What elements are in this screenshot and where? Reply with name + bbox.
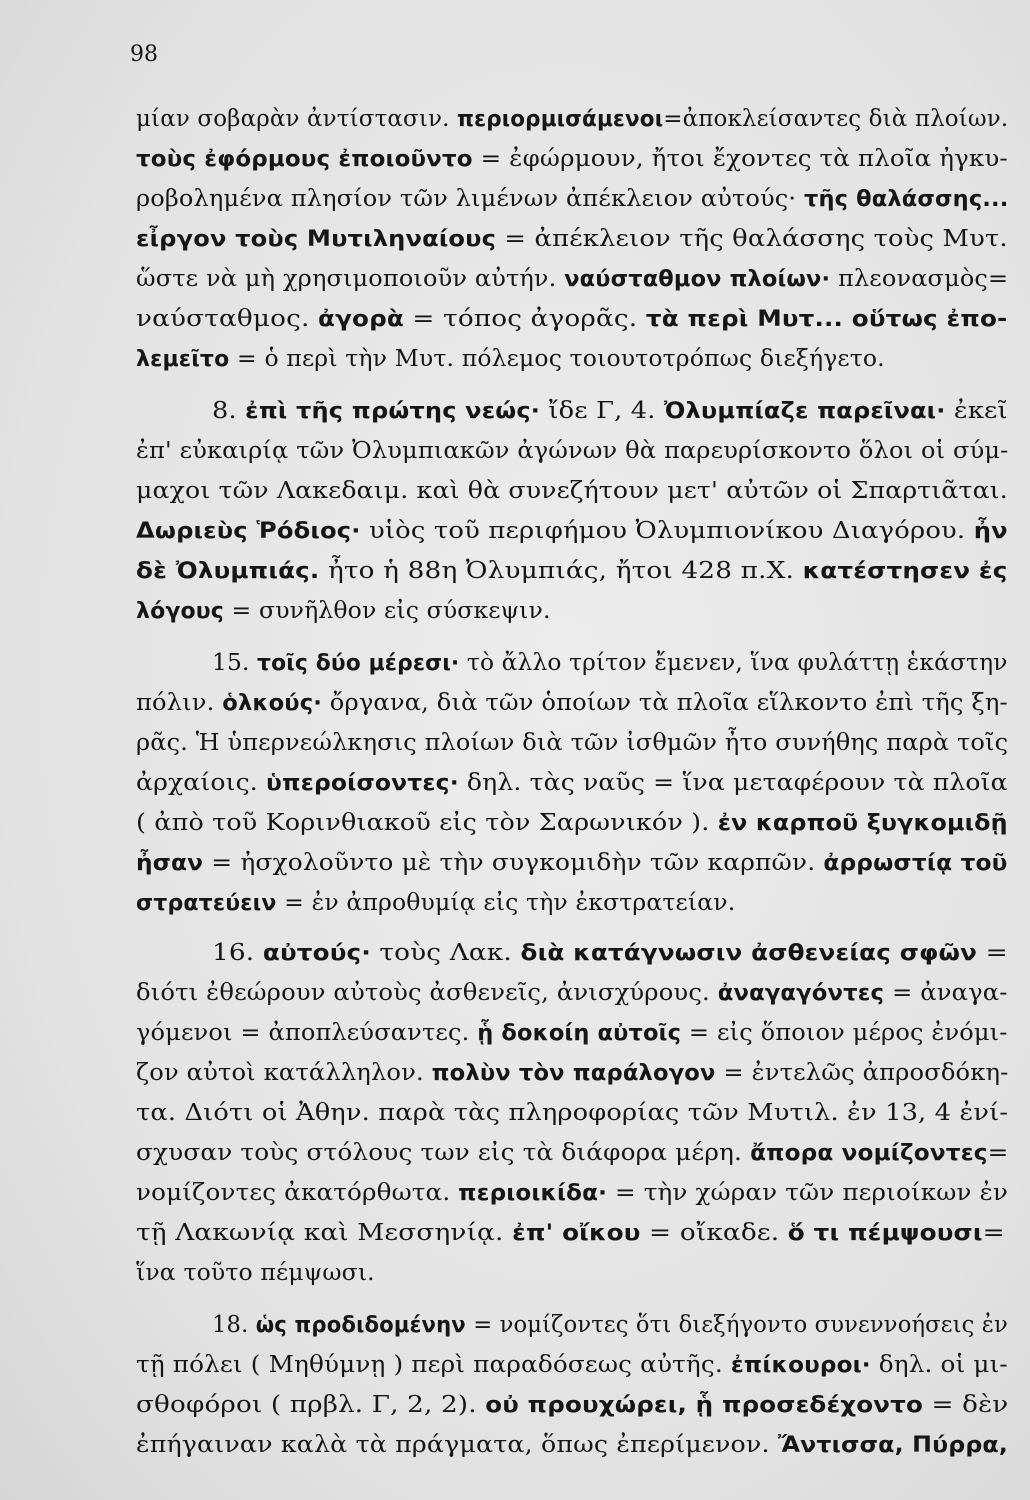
- bold-lemma: ἐπ' οἴκου: [512, 1221, 641, 1246]
- text-run: = ἐφώρμουν, ἤτοι ἔχοντες τὰ πλοῖα ἠγκυ-: [472, 144, 1008, 172]
- text-line-content: [136, 550, 1008, 592]
- text-run: υἱὸς τοῦ περιφήμου Ὀλυμπιονίκου Διαγόρου.: [360, 516, 974, 544]
- text-line: [136, 470, 1008, 510]
- bold-lemma: περιορμισάμενοι: [456, 107, 664, 132]
- text-run: = τὴν χώραν τῶν περιοίκων ἐν: [607, 1178, 1009, 1206]
- bold-lemma: Δωριεὺς Ῥόδιος·: [136, 519, 361, 544]
- text-line: [136, 1252, 1008, 1292]
- text-line: [136, 722, 1008, 762]
- text-line-content: [136, 98, 1008, 140]
- bold-lemma: τῆς θαλάσσης...: [803, 187, 1009, 212]
- text-line-content: [136, 1424, 1008, 1466]
- text-line-content: [136, 682, 1008, 724]
- text-line: [136, 1132, 1008, 1172]
- text-line-content: [136, 178, 1008, 220]
- bold-lemma: ἀγορὰ: [318, 307, 404, 332]
- bold-lemma: λεμεῖτο: [136, 347, 230, 372]
- bold-lemma: δὲ Ὀλυμπιάς.: [136, 559, 320, 584]
- text-run: = νομίζοντες ὅτι διεξήγοντο συνεννοήσεις ἐν: [465, 1310, 1008, 1338]
- bold-lemma: ἀναγαγόντες: [717, 981, 885, 1006]
- text-line-content: [136, 298, 1007, 340]
- bold-lemma: τοὺς ἐφόρμους ἐποιοῦντο: [136, 147, 473, 172]
- text-run: σθοφόροι ( πρβλ. Γ, 2, 2).: [136, 1390, 486, 1418]
- text-run: 18.: [212, 1310, 256, 1338]
- text-line: [136, 1012, 1008, 1052]
- text-run: μίαν σοβαρὰν ἀντίστασιν.: [136, 104, 457, 132]
- text-run: ἐπ' εὐκαιρίᾳ τῶν Ὀλυμπιακῶν ἀγώνων θὰ παρευρίσκοντο ὅλοι οἱ σύμ-: [136, 436, 1009, 464]
- bold-lemma: ὁλκούς·: [222, 691, 322, 716]
- text-run: τα. Διότι οἱ Ἀθην. παρὰ τὰς πληροφορίας τῶν Μυτιλ. ἐν 13, 4 ἐνί-: [136, 1098, 1009, 1126]
- text-line-content: [136, 1092, 1008, 1132]
- text-line-content: [212, 932, 1008, 974]
- text-run: μαχοι τῶν Λακεδαιμ. καὶ θὰ συνεζήτουν μετ' αὐτῶν οἱ Σπαρτιᾶται.: [136, 476, 1008, 504]
- bold-lemma: πολὺν τὸν παράλογον: [431, 1061, 716, 1086]
- text-line: [136, 972, 1008, 1012]
- text-run: = εἰς ὅποιον μέρος ἐνόμι-: [681, 1018, 1008, 1046]
- text-run: ἴδε Γ, 4.: [540, 396, 664, 424]
- text-run: ἵνα τοῦτο πέμψωσι.: [136, 1258, 375, 1286]
- bold-lemma: κατέστησεν ἐς: [802, 559, 1008, 584]
- text-run: =: [977, 938, 1008, 966]
- text-line-content: [136, 882, 735, 924]
- text-line-content: [136, 1212, 1005, 1254]
- bold-lemma: περιοικίδα·: [458, 1181, 608, 1206]
- text-line: [136, 298, 1008, 338]
- text-run: =ἀποκλείσαντες διὰ πλοίων.: [663, 104, 1009, 132]
- bold-lemma: αὐτούς·: [262, 941, 371, 966]
- text-line: [136, 258, 1008, 298]
- bold-lemma: ἐπίκουροι·: [730, 1353, 871, 1378]
- text-line: [136, 762, 1008, 802]
- text-line-content: [136, 972, 1008, 1014]
- text-line-content: [136, 138, 1008, 180]
- text-line: [136, 98, 1008, 138]
- text-run: ἐπήγαιναν καλὰ τὰ πράγματα, ὅπως ἐπερίμενον.: [136, 1430, 778, 1458]
- text-line: [136, 842, 1008, 882]
- text-run: = ἀπέκλειον τῆς θαλάσσης τοὺς Μυτ.: [496, 224, 1008, 252]
- text-line: [212, 932, 1008, 972]
- bold-lemma: λόγους: [136, 599, 224, 624]
- text-run: 15.: [212, 648, 258, 676]
- text-run: τὸ ἄλλο τρίτον ἔμενεν, ἵνα φυλάττῃ ἑκάστην: [459, 648, 1008, 676]
- text-line-content: [212, 1304, 1008, 1346]
- text-run: σχυσαν τοὺς στόλους των εἰς τὰ διάφορα μέρη.: [136, 1138, 751, 1166]
- bold-lemma: στρατεύειν: [136, 891, 277, 916]
- text-run: ζον αὐτοὶ κατάλληλον.: [136, 1058, 432, 1086]
- text-line: [136, 430, 1008, 470]
- text-run: πόλιν.: [136, 688, 223, 716]
- text-line: [212, 390, 1008, 430]
- text-line-content: [212, 390, 1008, 432]
- text-run: = ἐντελῶς ἀπροσδόκη-: [715, 1058, 1009, 1086]
- text-line-content: [136, 470, 1008, 510]
- text-run: πλεονασμὸς=: [830, 264, 1009, 292]
- bold-lemma: διὰ κατάγνωσιν ἀσθενείας σφῶν: [520, 941, 978, 966]
- text-run: 8.: [212, 396, 246, 424]
- text-run: = συνῆλθον εἰς σύσκεψιν.: [223, 596, 551, 624]
- text-run: ὄργανα, διὰ τῶν ὁποίων τὰ πλοῖα εἵλκοντο ἐπὶ τῆς ξη-: [321, 688, 1008, 716]
- text-run: διότι ἐθεώρουν αὐτοὺς ἀσθενεῖς, ἀνισχύρους.: [136, 978, 718, 1006]
- text-run: τοὺς Λακ.: [370, 938, 521, 966]
- text-line: [136, 218, 1008, 258]
- text-line: [136, 1052, 1008, 1092]
- text-run: ( ἀπὸ τοῦ Κορινθιακοῦ εἰς τὸν Σαρωνικόν ).: [136, 808, 718, 836]
- bold-lemma: ἐν καρποῦ ξυγκομιδῇ: [717, 811, 1008, 836]
- text-line-content: [136, 1132, 1009, 1174]
- text-line-content: [136, 218, 1008, 260]
- text-run: = ἐν ἀπροθυμίᾳ εἰς τὴν ἐκστρατείαν.: [276, 888, 736, 916]
- bold-lemma: εἶργον τοὺς Μυτιληναίους: [136, 227, 497, 252]
- text-run: ναύσταθμος.: [136, 304, 319, 332]
- text-run: ροβολημένα πλησίον τῶν λιμένων ἀπέκλειον αὐτούς·: [136, 184, 804, 212]
- text-run: δηλ. οἱ μι-: [870, 1350, 1008, 1378]
- bold-lemma: τοῖς δύο μέρεσι·: [257, 651, 460, 676]
- text-line: [136, 1212, 1008, 1252]
- bold-lemma: ὑπεροίσοντες·: [266, 771, 459, 796]
- text-line: [136, 338, 1008, 378]
- text-line-content: [136, 590, 551, 632]
- text-run: = ἠσχολοῦντο μὲ τὴν συγκομιδὴν τῶν καρπῶν.: [203, 848, 824, 876]
- text-run: τῇ πόλει ( Μηθύμνῃ ) περὶ παραδόσεως αὐτῆς.: [136, 1350, 731, 1378]
- text-line-content: [136, 1172, 1008, 1214]
- text-run: γόμενοι = ἀποπλεύσαντες.: [136, 1018, 478, 1046]
- text-run: = τόπος ἀγορᾶς.: [403, 304, 646, 332]
- text-line: [136, 1384, 1008, 1424]
- text-line-content: [136, 258, 1008, 300]
- bold-lemma: ἀρρωστίᾳ τοῦ: [823, 851, 1008, 876]
- text-line-content: [136, 802, 1008, 844]
- text-line-content: [136, 762, 1008, 804]
- bold-lemma: ὡς προδιδομένην: [255, 1313, 466, 1338]
- bold-lemma: τὰ περὶ Μυτ... οὕτως ἐπο-: [645, 307, 1008, 332]
- bold-lemma: ἦν: [973, 519, 1008, 544]
- text-line: [136, 510, 1008, 550]
- bold-lemma: ναύσταθμον πλοίων·: [564, 267, 831, 292]
- text-line: [136, 138, 1008, 178]
- text-line-content: [136, 842, 1008, 884]
- text-run: =: [987, 1138, 1009, 1166]
- text-run: = ἀναγα-: [884, 978, 1008, 1006]
- text-run: 16.: [212, 938, 263, 966]
- bold-lemma: ἦσαν: [136, 851, 204, 876]
- text-line: [136, 882, 1008, 922]
- text-line-content: [136, 1252, 375, 1292]
- text-line: [136, 178, 1008, 218]
- text-line: [212, 1304, 1008, 1344]
- text-line-content: [136, 510, 1008, 552]
- text-line-content: [136, 1052, 1008, 1094]
- text-line-content: [136, 1344, 1008, 1386]
- bold-lemma: ἐπὶ τῆς πρώτης νεώς·: [245, 399, 541, 424]
- text-line-content: [136, 1384, 1008, 1426]
- text-run: δηλ. τὰς ναῦς = ἵνα μεταφέρουν τὰ πλοῖα: [458, 768, 1008, 796]
- bold-lemma: ᾗ δοκοίη αὐτοῖς: [477, 1021, 682, 1046]
- text-line: [136, 550, 1008, 590]
- text-line: [136, 1424, 1008, 1464]
- bold-lemma: Ὀλυμπίαζε παρεῖναι·: [663, 399, 946, 424]
- text-line-content: [212, 642, 1008, 684]
- text-line: [136, 1344, 1008, 1384]
- text-line-content: [136, 722, 1008, 762]
- text-line: [136, 590, 1008, 630]
- text-line: [136, 1092, 1008, 1132]
- text-run: = ὁ περὶ τὴν Μυτ. πόλεμος τοιουτοτρόπως διεξήγετο.: [229, 344, 885, 372]
- text-line-content: [136, 1012, 1008, 1054]
- bold-lemma: ἄπορα νομίζοντες: [750, 1141, 988, 1166]
- text-run: = οἴκαδε.: [640, 1218, 788, 1246]
- text-line: [136, 682, 1008, 722]
- bold-lemma: ὅ τι πέμψουσι: [787, 1221, 983, 1246]
- text-line: [136, 802, 1008, 842]
- text-run: ἐκεῖ: [945, 396, 1008, 424]
- text-run: νομίζοντες ἀκατόρθωτα.: [136, 1178, 459, 1206]
- bold-lemma: Ἄντισσα, Πύρρα,: [777, 1433, 1008, 1458]
- text-line-content: [136, 338, 885, 380]
- bold-lemma: οὐ προυχώρει, ᾗ προσεδέχοντο: [485, 1393, 924, 1418]
- text-run: ὥστε νὰ μὴ χρησιμοποιοῦν αὐτήν.: [136, 264, 565, 292]
- text-line: [136, 1172, 1008, 1212]
- text-run: = δὲν: [923, 1390, 1009, 1418]
- text-run: =: [982, 1218, 1005, 1246]
- text-run: ἀρχαίοις.: [136, 768, 267, 796]
- text-run: τῇ Λακωνίᾳ καὶ Μεσσηνίᾳ.: [136, 1218, 513, 1246]
- text-run: ἦτο ἡ 88η Ὀλυμπιάς, ἤτοι 428 π.Χ.: [319, 556, 803, 584]
- page-number: 98: [130, 42, 158, 67]
- text-run: ρᾶς. Ἡ ὑπερνεώλκησις πλοίων διὰ τῶν ἰσθμῶν ἦτο συνήθης παρὰ τοῖς: [136, 728, 1009, 756]
- text-line: [212, 642, 1008, 682]
- text-line-content: [136, 430, 1008, 470]
